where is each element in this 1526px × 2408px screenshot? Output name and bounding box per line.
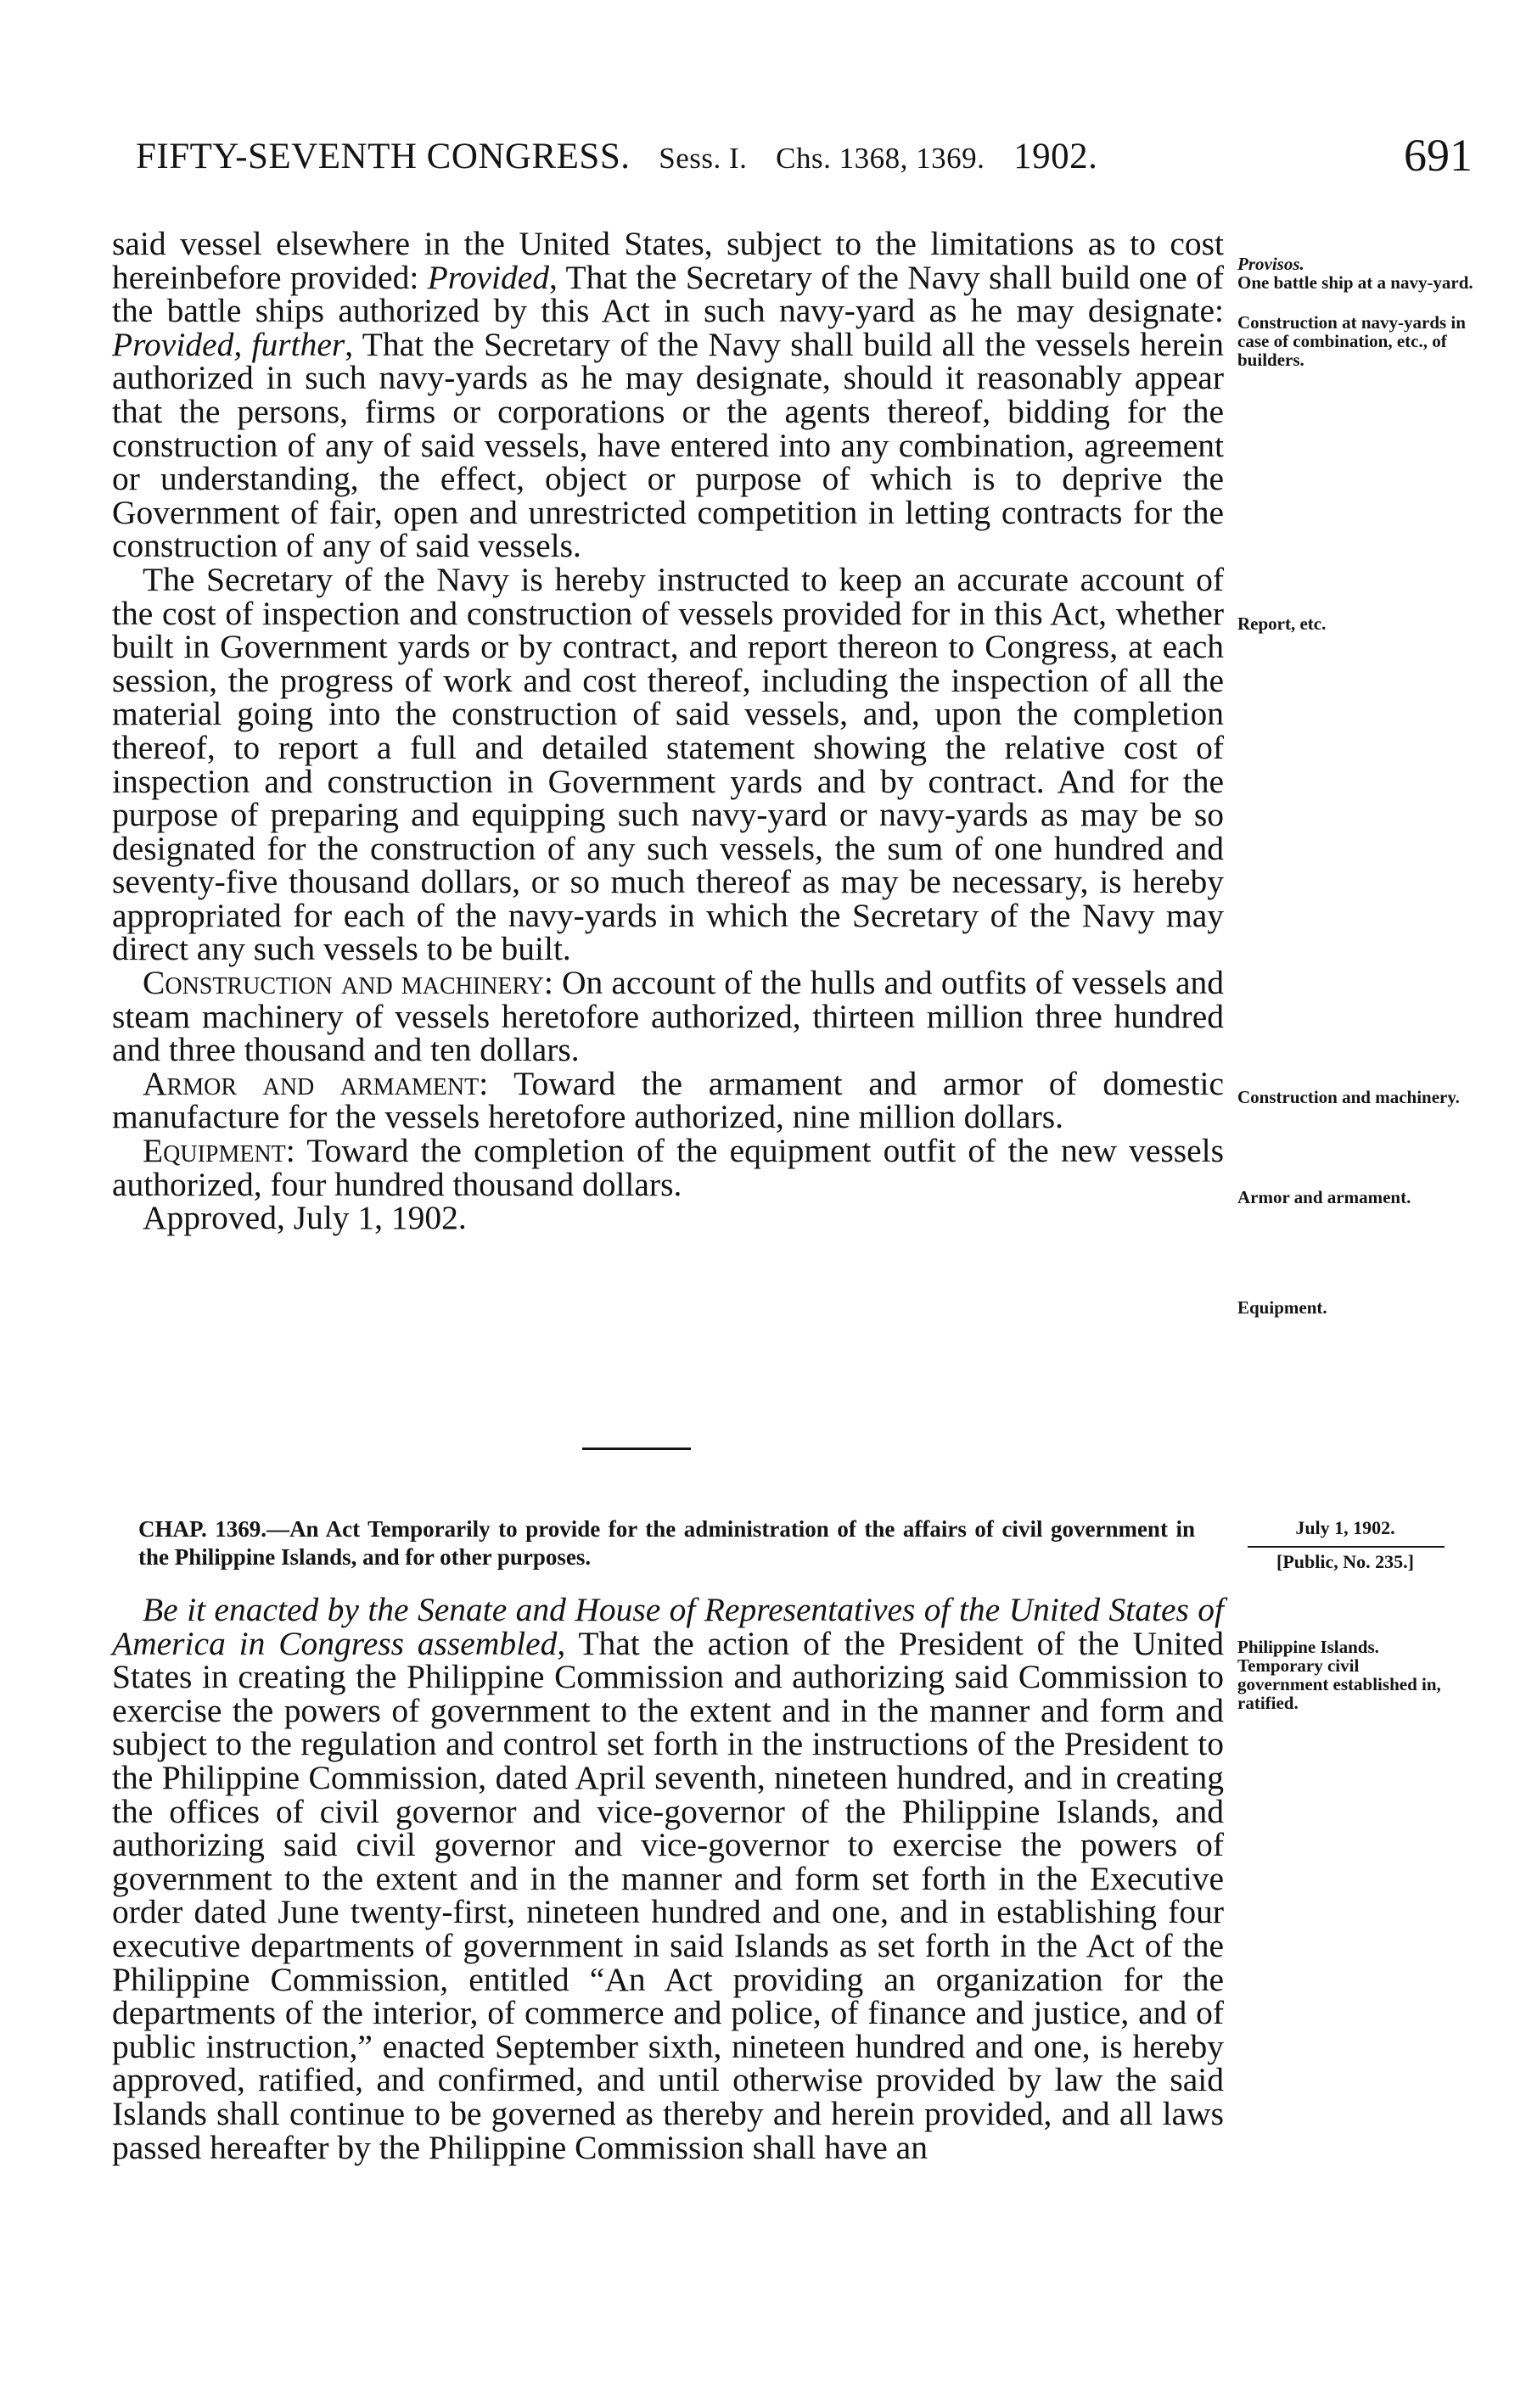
section-divider: [582, 1448, 691, 1450]
chapter-title: —An Act Temporarily to provide for the administration of the affairs of civil government in the Philippine Islands, and for other purposes.: [138, 1516, 1195, 1570]
margin-note-battle-ship: One battle ship at a navy-yard.: [1237, 272, 1473, 293]
text-run: , That the Secretary of the Navy shall build one of the battle ships authorized by this Act in such navy-yard as he may designate:: [112, 258, 1224, 330]
heading-armor-armament: Armor and armament:: [143, 1064, 489, 1102]
chapter-date-rule: [1248, 1546, 1445, 1548]
text-run: Toward the armament and armor of domestic manufacture for the vessels heretofore authorized, nine million dollars.: [112, 1064, 1224, 1136]
paragraph-enacting-clause: [112, 1593, 1224, 2164]
italic-provided-further: Provided, further: [112, 325, 345, 363]
chapter-label: CHAP. 1369.: [138, 1516, 267, 1542]
margin-note-philippine: Philippine Islands.: [1237, 1637, 1379, 1657]
margin-note-construction-machinery: Construction and machinery.: [1237, 1087, 1460, 1107]
text-run: On account of the hulls and outfits of vessels and steam machinery of vessels heretofore authorized, thirteen million three hundred and three thousand and ten dollars.: [112, 964, 1224, 1069]
paragraph-provisos: [112, 227, 1224, 563]
italic-provided: Provided: [427, 258, 549, 296]
header-session: Sess. I.: [659, 142, 748, 175]
approved-line: Approved, July 1, 1902.: [143, 1199, 467, 1237]
running-header: [136, 130, 1473, 195]
text-run: , That the Secretary of the Navy shall build all the vessels herein authorized in such navy-yards as he may designate, should it reasonably appear that the persons, firms or corporations or the agents thereof, bidding for the construction of any of said vessels, have entered into any combination, agreement or understanding, the effect, object or purpose of which is to deprive the Government of fair, open and unrestricted competition in letting contracts for the construction of any of said vessels.: [112, 325, 1224, 565]
chapter-date: July 1, 1902.: [1295, 1517, 1395, 1538]
paragraph-armor-armament: [112, 1064, 1224, 1136]
paragraph-report: The Secretary of the Navy is hereby instructed to keep an accurate account of the cost of inspection and construction of vessels provided for in this Act, whether built in Government yards or by contract, and report thereon to Congress, at each session, the progress of work and cost thereof, including the inspection of all the material going into the construction of said vessels, and, upon the completion thereof, to report a full and detailed statement showing the relative cost of inspection and construction in Government yards and by contract. And for the purpose of preparing and equipping such navy-yard or navy-yards as may be so designated for the construction of any such vessels, the sum of one hundred and seventy-five thousand dollars, or so much thereof as may be necessary, is hereby appropriated for each of the navy-yards in which the Secretary of the Navy may direct any such vessels to be built.: [112, 560, 1224, 968]
heading-equipment: Equipment:: [143, 1132, 295, 1170]
body-text-section2: [112, 1593, 1224, 2164]
page-number: 691: [1404, 130, 1473, 181]
enacting-clause: Be it enacted by the Senate and House of Representatives of the United States of America in Congress assembled: [112, 1591, 1224, 1662]
paragraph-construction-machinery: [112, 966, 1224, 1067]
margin-note-armor-armament: Armor and armament.: [1237, 1187, 1411, 1207]
paragraph-equipment: [112, 1134, 1224, 1201]
header-citation: [136, 136, 1097, 177]
header-congress: FIFTY-SEVENTH CONGRESS.: [136, 137, 631, 176]
margin-note-equipment: Equipment.: [1237, 1297, 1327, 1318]
chapter-heading: [138, 1515, 1195, 1571]
margin-note-temporary: Temporary civil government established in, ratified.: [1237, 1655, 1441, 1713]
text-run: , That the action of the President of the United States in creating the Philippine Commission and authorizing said Commission to exercise the powers of government to the extent and in the manner and form and subject to the regulation and control set forth in the instructions of the President to the Philippine Commission, dated April seventh, nineteen hundred, and in creating the offices of civil governor and vice-governor of the Philippine Islands, and authorizing said civil governor and vice-governor to exercise the powers of government to the extent and in the manner and form set forth in the Executive order dated June twenty-first, nineteen hundred and one, and in establishing four executive departments of government in said Islands as set forth in the Act of the Philippine Commission, entitled “An Act providing an organization for the departments of the interior, of commerce and police, of finance and justice, and of public instruction,” enacted September sixth, nineteen hundred and one, is hereby approved, ratified, and confirmed, and until otherwise provided by law the said Islands shall continue to be governed as thereby and herein provided, and all laws passed hereafter by the Philippine Commission shall have an: [112, 1624, 1224, 2166]
header-chapters: Chs. 1368, 1369.: [776, 142, 985, 175]
chapter-public-number: [Public, No. 235.]: [1276, 1551, 1414, 1572]
note-text: Provisos.: [1237, 254, 1304, 274]
heading-construction-machinery: Construction and machinery:: [143, 964, 553, 1002]
margin-note-report: Report, etc.: [1237, 613, 1327, 634]
margin-note-construction: Construction at navy-yards in case of combination, etc., of builders.: [1237, 312, 1466, 370]
text-run: said vessel elsewhere in the United States, subject to the limitations as to cost hereinbefore provided:: [112, 225, 1224, 296]
margin-note-provisos: [1237, 255, 1304, 273]
header-year: 1902.: [1013, 137, 1098, 176]
text-run: Toward the completion of the equipment outfit of the new vessels authorized, four hundred thousand dollars.: [112, 1132, 1224, 1203]
body-text-section1: [112, 227, 1224, 1235]
